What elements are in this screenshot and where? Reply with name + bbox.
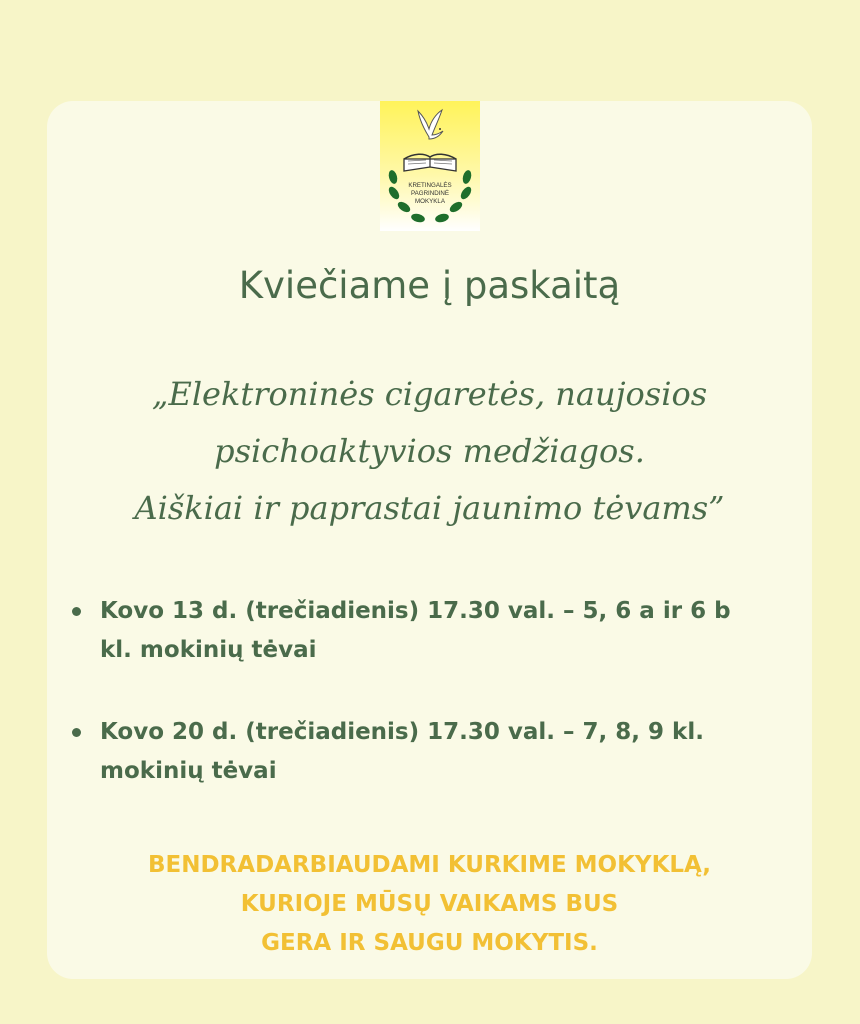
logo-text-2: PAGRINDINĖ [410, 190, 450, 197]
slogan-line: GERA IR SAUGU MOKYTIS. [261, 930, 598, 956]
event-text: mokinių tėvai [100, 758, 277, 784]
slogan [47, 846, 812, 963]
lecture-title-line: „Elektroninės cigaretės, naujosios [151, 375, 708, 413]
lecture-title-line: Aiškiai ir paprastai jaunimo tėvams” [134, 489, 725, 527]
event-item [70, 713, 815, 791]
school-logo [380, 101, 480, 231]
logo-text-3: MOKYKLA [415, 198, 445, 205]
bullet-icon [72, 728, 81, 737]
school-crest-icon [380, 101, 480, 231]
lecture-title [47, 366, 812, 537]
logo-text-1: KRETINGALĖS [408, 182, 452, 189]
bullet-icon [72, 607, 81, 616]
event-item [70, 592, 815, 670]
slogan-line: KURIOJE MŪSŲ VAIKAMS BUS [240, 891, 619, 917]
slogan-line: BENDRADARBIAUDAMI KURKIME MOKYKLĄ, [147, 852, 712, 878]
event-text: kl. mokinių tėvai [100, 637, 317, 663]
event-text: Kovo 13 d. (trečiadienis) 17.30 val. – 5, 6 a ir 6 b [100, 598, 731, 624]
headline: Kviečiame į paskaitą [238, 264, 621, 307]
event-text: Kovo 20 d. (trečiadienis) 17.30 val. – 7, 8, 9 kl. [100, 719, 704, 745]
lecture-title-line: psichoaktyvios medžiagos. [214, 432, 645, 470]
event-list [70, 592, 815, 791]
